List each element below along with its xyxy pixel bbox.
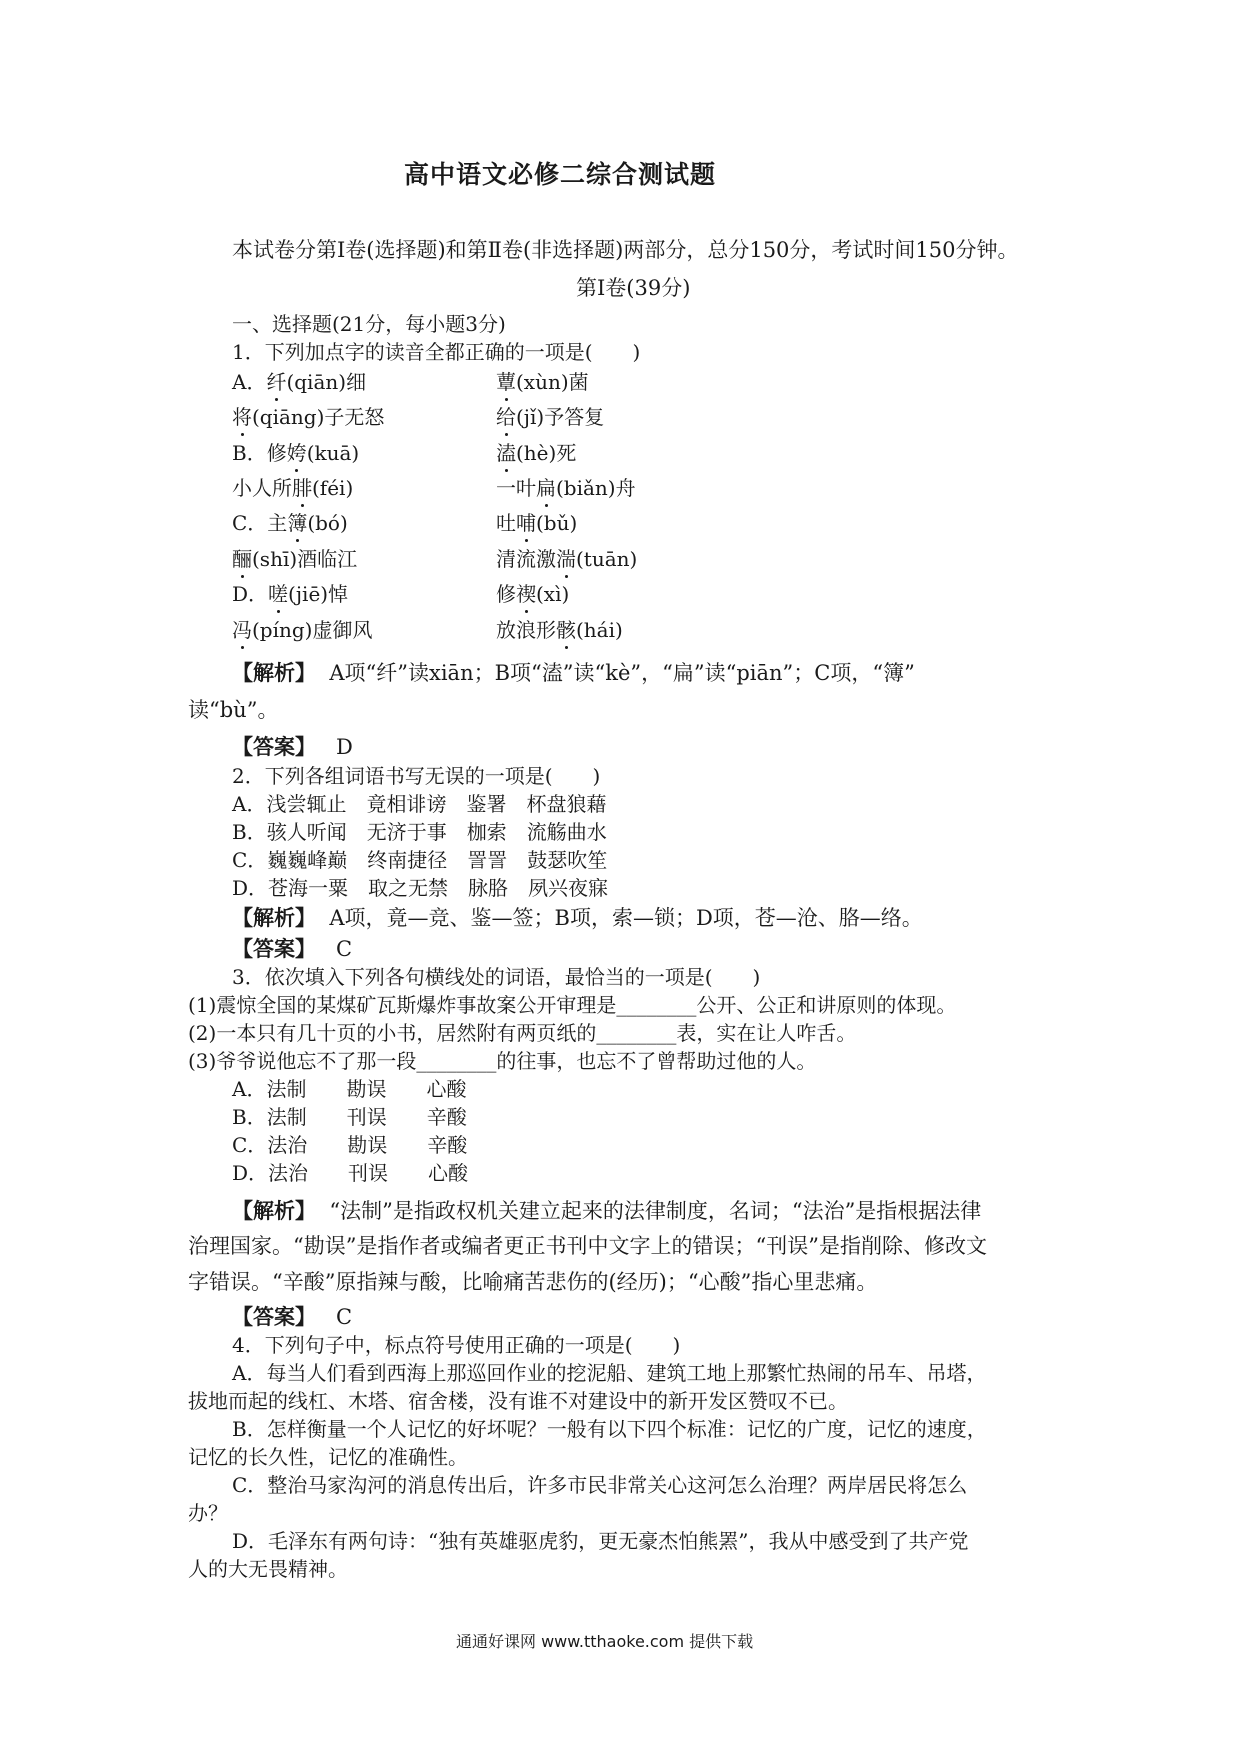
q1-option-item: 一叶扁(biǎn)舟 [496,476,636,500]
q3-option: A．法制 勘误 心酸 [232,1077,467,1101]
q3-answer: 【答案】 C [232,1304,353,1329]
q4-line: 记忆的长久性，记忆的准确性。 [188,1445,468,1469]
q1-option-item: 冯(píng)虚御风 [232,618,373,642]
q1-option-item: 溘(hè)死 [496,441,577,465]
q3-option: C．法治 勘误 辛酸 [232,1133,468,1157]
q4-line: B．怎样衡量一个人记忆的好坏呢？一般有以下四个标准：记忆的广度，记忆的速度， [232,1417,987,1441]
part-heading: 第Ⅰ卷(39分) [576,276,691,300]
question-1-stem: 1．下列加点字的读音全都正确的一项是( ) [232,340,641,364]
q2-option: B．骇人听闻 无济于事 枷索 流觞曲水 [232,820,607,844]
q2-answer: 【答案】 C [232,936,353,961]
q1-option-item: D．嗟(jiē)悼 [232,582,349,606]
q2-option: D．苍海一粟 取之无禁 脉胳 夙兴夜寐 [232,876,609,900]
q1-answer: 【答案】 D [232,734,353,759]
q4-line: 办？ [188,1501,228,1525]
q3-sentence: (1)震惊全国的某煤矿瓦斯爆炸事故案公开审理是________公开、公正和讲原则的体现。 [188,993,957,1017]
q4-line: C．整治马家沟河的消息传出后，许多市民非常关心这河怎么治理？两岸居民将怎么 [232,1473,968,1497]
q4-line: A．每当人们看到西海上那巡回作业的挖泥船、建筑工地上那繁忙热闹的吊车、吊塔， [232,1361,987,1385]
question-3-stem: 3．依次填入下列各句横线处的词语，最恰当的一项是( ) [232,965,761,989]
q3-sentence: (3)爷爷说他忘不了那一段________的往事，也忘不了曾帮助过他的人。 [188,1049,817,1073]
q1-option-item: C．主簿(bó) [232,511,348,535]
q3-sentence: (2)一本只有几十页的小书，居然附有两页纸的________表，实在让人咋舌。 [188,1021,857,1045]
q1-option-item: 清流激湍(tuān) [496,547,638,571]
q4-line: 拔地而起的线杠、木塔、宿舍楼，没有谁不对建设中的新开发区赞叹不已。 [188,1389,848,1413]
q3-option: D．法治 刊误 心酸 [232,1161,469,1185]
q1-analysis-cont: 读“bù”。 [188,698,279,722]
q1-option-item: 酾(shī)酒临江 [232,547,358,571]
document-title: 高中语文必修二综合测试题 [404,160,717,189]
q2-analysis: 【解析】 A项，竟—竞、鉴—签；B项，索—锁；D项，苍—沧、胳—络。 [232,905,923,930]
q1-option-item: 吐哺(bǔ) [496,511,578,535]
question-4-stem: 4．下列句子中，标点符号使用正确的一项是( ) [232,1333,681,1357]
section-heading: 一、选择题(21分，每小题3分) [232,312,506,336]
q4-line: D．毛泽东有两句诗：“独有英雄驱虎豹，更无豪杰怕熊罴”，我从中感受到了共产党 [232,1529,969,1553]
q1-option-item: 放浪形骸(hái) [496,618,623,642]
q2-option: C．巍巍峰巅 终南捷径 詈詈 鼓瑟吹笙 [232,848,608,872]
q2-option: A．浅尝辄止 竟相诽谤 鉴署 杯盘狼藉 [232,792,607,816]
q1-option-item: B．修姱(kuā) [232,441,360,465]
question-2-stem: 2．下列各组词语书写无误的一项是( ) [232,764,601,788]
q3-analysis-cont: 治理国家。“勘误”是指作者或编者更正书刊中文字上的错误；“刊误”是指削除、修改文 [188,1234,987,1258]
q3-analysis-cont: 字错误。“辛酸”原指辣与酸，比喻痛苦悲伤的(经历)；“心酸”指心里悲痛。 [188,1270,878,1294]
q1-option-item: 给(jǐ)予答复 [496,405,605,429]
q1-option-item: 小人所腓(féi) [232,476,354,500]
q3-analysis: 【解析】 “法制”是指政权机关建立起来的法律制度，名词；“法治”是指根据法律 [232,1198,982,1223]
q1-option-item: 修禊(xì) [496,582,570,606]
page-footer: 通通好课网 www.tthaoke.com 提供下载 [456,1632,754,1651]
exam-intro: 本试卷分第Ⅰ卷(选择题)和第Ⅱ卷(非选择题)两部分，总分150分，考试时间150分钟。 [232,238,1019,262]
q3-option: B．法制 刊误 辛酸 [232,1105,467,1129]
q1-option-item: A．纤(qiān)细 [232,370,367,394]
q1-analysis: 【解析】 A项“纤”读xiān；B项“溘”读“kè”，“扁”读“piān”；C项，“簿” [232,660,915,685]
q1-option-item: 将(qiāng)子无怒 [232,405,385,429]
q4-line: 人的大无畏精神。 [188,1557,348,1581]
q1-option-item: 蕈(xùn)菌 [496,370,589,394]
